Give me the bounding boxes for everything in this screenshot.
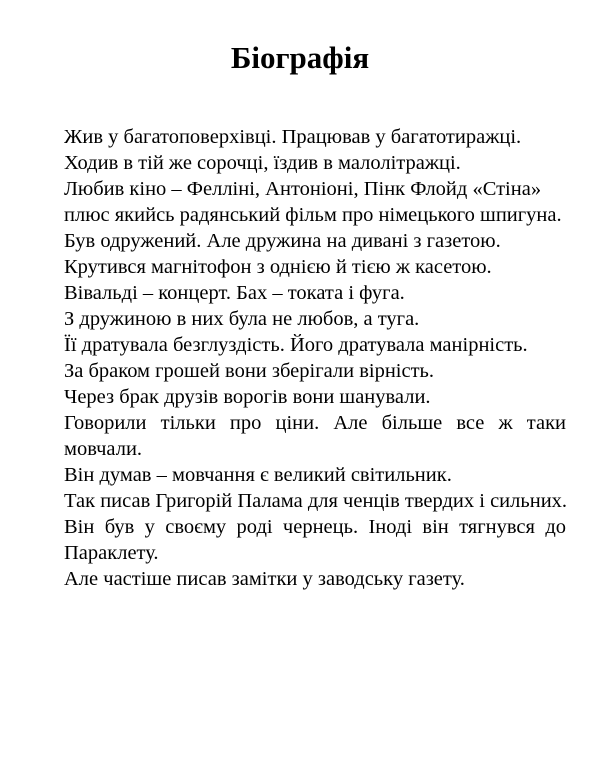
page-title: Біографія [230,40,370,75]
poem-body [64,124,566,592]
poem-line: Він був у своєму роді чернець. Іноді він тягнувся до Параклету. [64,516,566,564]
poem-line: Ходив в тій же сорочці, їздив в малолітражці. [64,152,461,174]
poem-line: Крутився магнітофон з однією й тією ж касетою. [64,256,492,278]
poem-line: Вівальді – концерт. Бах – токата і фуга. [64,282,405,304]
poem-line: Був одружений. Але дружина на дивані з газетою. [64,230,501,252]
poem-line: Так писав Григорій Палама для ченців твердих і сильних. [64,490,568,512]
poem-line: Через брак друзів ворогів вони шанували. [64,386,431,408]
poem-line: Її дратувала безглуздість. Його дратувала манірність. [64,334,528,356]
poem-line: З дружиною в них була не любов, а туга. [64,308,420,330]
poem-line: Він думав – мовчання є великий світильник. [64,464,452,486]
poem-line: За браком грошей вони зберігали вірність. [64,360,435,382]
poem-line: Але частіше писав замітки у заводську газету. [64,568,465,590]
poem-line: Любив кіно – Фелліні, Антоніоні, Пінк Флойд «Стіна» [64,178,542,200]
poem-line: Говорили тільки про ціни. Але більше все ж таки мовчали. [64,412,566,460]
poem-line: Жив у багатоповерхівці. Працював у багатотиражці. [64,126,522,148]
poem-line: плюс якийсь радянський фільм про німецького шпигуна. [64,204,562,226]
